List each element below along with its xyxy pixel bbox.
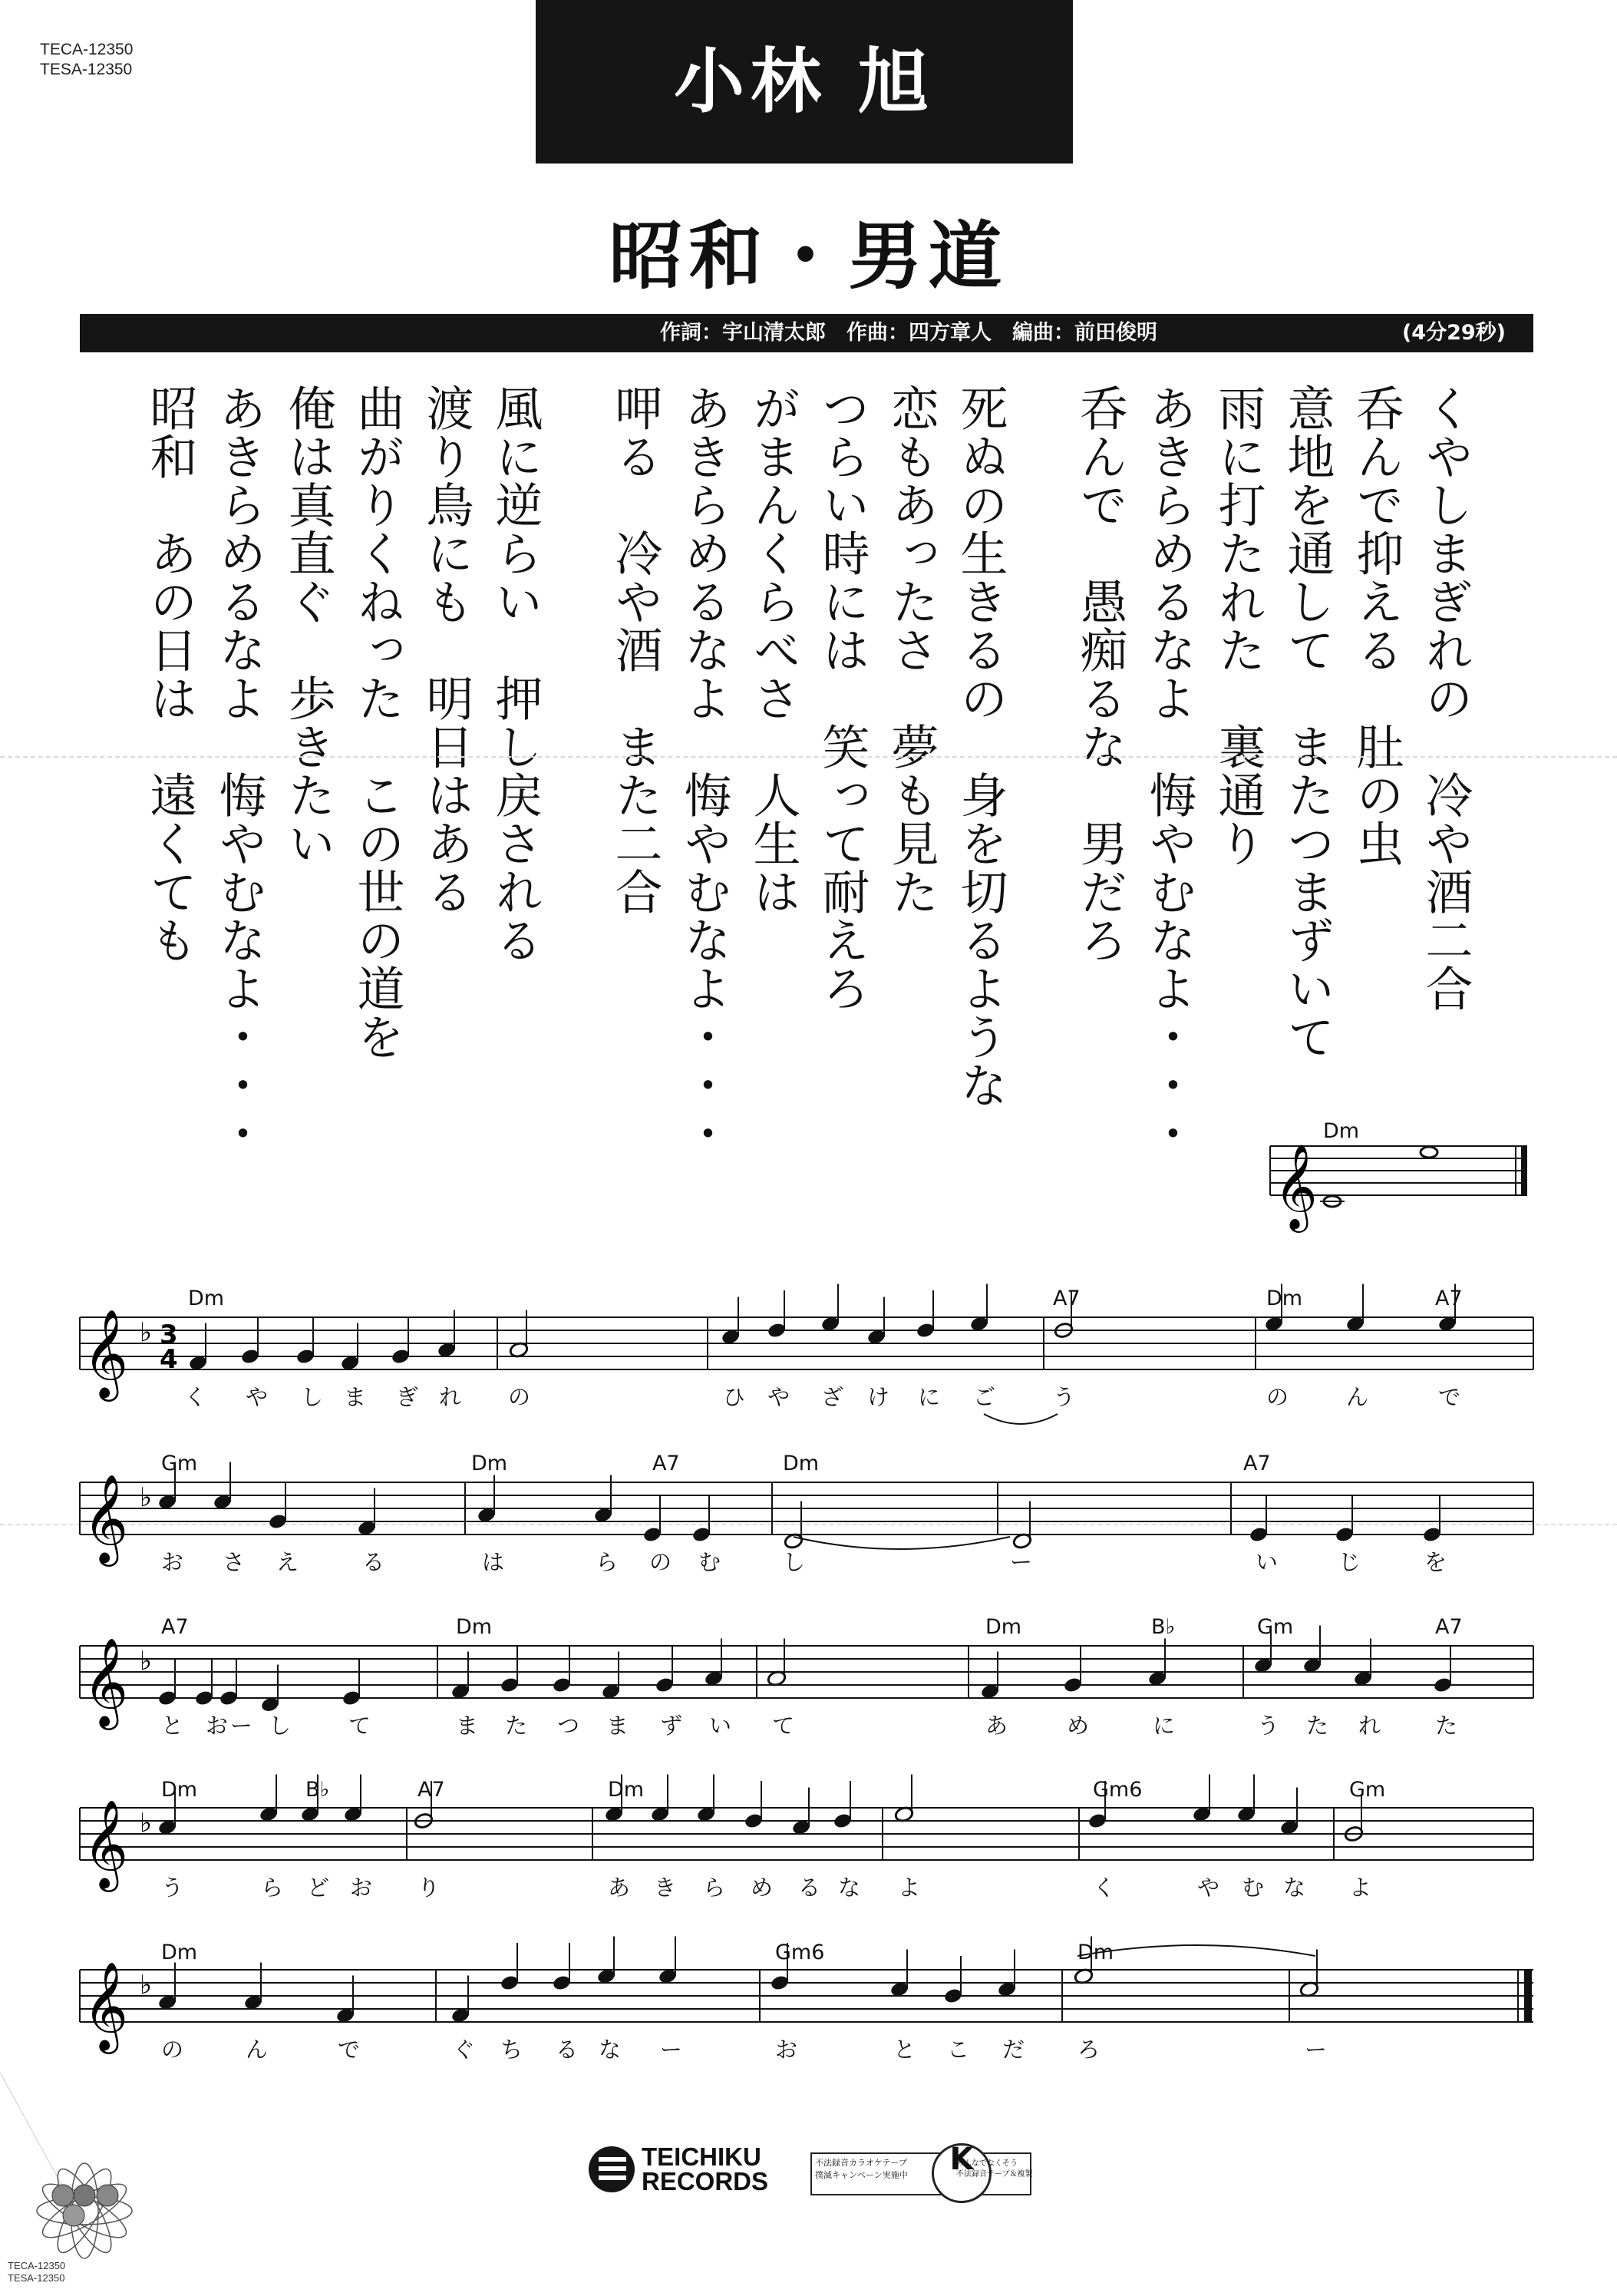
lyric-line: 呑んで 愚痴るな 男だろ (1072, 384, 1128, 964)
treble-clef-icon: 𝄞 (83, 1799, 129, 1888)
score-lyric: き (654, 1875, 677, 1901)
time-signature-bottom: 4 (160, 1344, 178, 1375)
score-lyric: ぎ (396, 1384, 419, 1410)
chord-symbol: A7 (1053, 1287, 1081, 1310)
credits: 作詞：宇山清太郎 作曲：四方章人 編曲：前田俊明 (660, 321, 1157, 345)
catalog-number-1: TECA-12350 (40, 41, 134, 58)
score-lyric: て (348, 1713, 371, 1739)
chord-symbol: A7 (1243, 1452, 1271, 1475)
lyric-line: あきらめるなよ 悔やむなよ・・・ (211, 384, 267, 1158)
score-lyric: ぐ (453, 2037, 476, 2063)
score-lyric: や (767, 1384, 790, 1410)
score-lyric: で (338, 2037, 361, 2063)
chord-symbol: B♭ (1151, 1615, 1176, 1639)
score-lyric: お (206, 1713, 229, 1739)
score-lyric: の (1266, 1384, 1289, 1410)
score-lyric: ろ (1077, 2037, 1101, 2063)
score-lyric: じ (1338, 1549, 1361, 1575)
score-lyric: た (1435, 1713, 1458, 1739)
footer-catalog-number-1: TECA-12350 (8, 2260, 66, 2271)
catalog-number-2: TESA-12350 (40, 61, 133, 78)
score-lyric: う (1053, 1384, 1076, 1410)
score-lyric: な (838, 1875, 861, 1901)
flat-icon: ♭ (140, 1646, 153, 1677)
score-lyric: む (698, 1549, 721, 1575)
time-signature-top: 3 (160, 1320, 178, 1350)
chord-symbol: A7 (652, 1452, 680, 1475)
key-chord: Dm (1323, 1119, 1360, 1143)
lyric-line: 昭和 あの日は 遠くても (142, 384, 198, 964)
chord-symbol: A7 (1435, 1287, 1463, 1310)
staff-system-2 (80, 1452, 1533, 1575)
lyric-line: 俺は真直ぐ 歩きたい (280, 384, 336, 867)
flat-icon: ♭ (140, 1970, 153, 2000)
score-lyric: お (775, 2037, 798, 2063)
treble-clef-icon: 𝄞 (1274, 1143, 1318, 1229)
score-lyric: ん (1346, 1384, 1369, 1410)
score-lyric: け (867, 1384, 890, 1410)
lyric-line: あきらめるなよ 悔やむなよ・・・ (1141, 384, 1197, 1158)
lyric-line: 雨に打たれた 裏通り (1210, 384, 1266, 867)
score-lyric: え (276, 1549, 299, 1575)
chord-symbol: Dm (161, 1778, 198, 1802)
duration: (4分29秒) (1401, 321, 1506, 345)
chord-symbol: Gm (161, 1452, 198, 1475)
score-lyric: る (556, 2037, 579, 2063)
score-lyric: く (1093, 1875, 1116, 1901)
score-lyric: に (918, 1384, 941, 1410)
score-lyric: ー (660, 2037, 683, 2063)
campaign-right-text: みんなでなくそう 不法録音テープ＆複製 (956, 2159, 1033, 2179)
score-lyric: ー (1305, 2037, 1328, 2063)
lyric-line: あきらめるなよ 悔やむなよ・・・ (676, 384, 732, 1158)
score-lyric: し (783, 1549, 806, 1575)
lyric-line: 渡り鳥にも 明日はある (418, 384, 474, 916)
score-lyric: う (1257, 1713, 1280, 1739)
score-lyric: や (1197, 1875, 1220, 1901)
score-lyric: ー (1010, 1549, 1033, 1575)
score-lyric: て (772, 1713, 795, 1739)
score-lyric: さ (223, 1549, 246, 1575)
chord-symbol: Gm6 (775, 1941, 825, 1964)
flat-icon: ♭ (140, 1482, 153, 1513)
score-lyric: い (1256, 1549, 1279, 1575)
score-lyric: ず (660, 1713, 683, 1739)
score-lyric: ま (606, 1713, 629, 1739)
footer-catalog-number-2: TESA-12350 (8, 2272, 65, 2284)
lyric-line: 呑んで抑える 肚の虫 (1348, 384, 1404, 867)
label-line-1: TEICHIKU (642, 2142, 761, 2171)
score-lyric: め (1067, 1713, 1090, 1739)
chord-symbol: Dm (456, 1615, 493, 1639)
score-lyric: に (1153, 1713, 1176, 1739)
score-lyric: よ (1349, 1875, 1372, 1901)
score-lyric: ひ (723, 1384, 746, 1410)
score-lyric: ざ (821, 1384, 844, 1410)
chord-symbol: A7 (1435, 1615, 1463, 1639)
score-lyric: ら (261, 1875, 284, 1901)
chord-symbol: Dm (1266, 1287, 1303, 1310)
staff-system-3 (80, 1615, 1533, 1739)
score-lyric: ー (230, 1713, 253, 1739)
score-lyric: は (482, 1549, 505, 1575)
lyric-line: がまんくらべさ 人生は (745, 384, 801, 916)
score-lyric: の (161, 2037, 184, 2063)
score-lyric: れ (439, 1384, 462, 1410)
treble-clef-icon: 𝄞 (83, 1308, 129, 1398)
chord-symbol: Dm (188, 1287, 225, 1310)
chord-symbol: B♭ (305, 1778, 330, 1802)
treble-clef-icon: 𝄞 (83, 1473, 129, 1563)
chord-symbol: Dm (471, 1452, 508, 1475)
score-lyric: つ (557, 1713, 580, 1739)
lyric-line: 意地を通して またつまずいて (1279, 384, 1335, 1061)
score-lyric: ら (703, 1875, 726, 1901)
chord-symbol: Gm (1257, 1615, 1294, 1639)
flat-icon: ♭ (140, 1808, 153, 1838)
score-lyric: な (1283, 1875, 1306, 1901)
chord-symbol: A7 (417, 1778, 445, 1802)
score-lyric: で (1438, 1384, 1461, 1410)
song-title: 昭和・男道 (609, 213, 1008, 299)
score-lyric: め (751, 1875, 774, 1901)
chord-symbol: Dm (985, 1615, 1022, 1639)
staff-system-4 (80, 1778, 1533, 1901)
score-lyric: ら (596, 1549, 619, 1575)
score-lyric: た (505, 1713, 528, 1739)
label-line-2: RECORDS (642, 2167, 769, 2195)
treble-clef-icon: 𝄞 (83, 1637, 129, 1726)
staff-system-5 (80, 1941, 1533, 2063)
score-lyric: る (798, 1875, 821, 1901)
score-lyric: れ (1358, 1713, 1381, 1739)
score-lyric: む (1242, 1875, 1265, 1901)
chord-symbol: Dm (161, 1941, 198, 1964)
chord-symbol: A7 (161, 1615, 189, 1639)
lyric-line: 死ぬの生きるの 身を切るような (952, 384, 1008, 1109)
score-lyric: お (161, 1549, 184, 1575)
score-lyric: ご (973, 1384, 996, 1410)
chord-symbol: Dm (783, 1452, 820, 1475)
record-label (585, 2143, 780, 2194)
score-lyric: の (649, 1549, 672, 1575)
score-lyric: い (709, 1713, 732, 1739)
footer-catalog-numbers (8, 2260, 65, 2284)
anti-piracy-campaign (810, 2142, 1033, 2195)
flower-mark-icon (0, 2073, 133, 2259)
score-lyric: う (161, 1875, 184, 1901)
score-lyric: ん (246, 2037, 269, 2063)
chord-symbol: Gm6 (1093, 1778, 1143, 1802)
score-lyric: だ (1002, 2037, 1025, 2063)
lyric-line: 恋もあったさ 夢も見た (883, 384, 939, 916)
score-lyric: と (893, 2037, 916, 2063)
score-lyric: あ (608, 1875, 631, 1901)
score-lyric: を (1424, 1549, 1447, 1575)
lyric-line: 呷る 冷や酒 また二合 (607, 384, 663, 916)
score-lyric: た (1306, 1713, 1329, 1739)
campaign-left-text: 不法録音カラオケテープ 撲滅キャンペーン実施中 (815, 2158, 908, 2180)
chord-symbol: Dm (608, 1778, 645, 1802)
score-lyric: お (350, 1875, 373, 1901)
score-lyric: く (184, 1384, 207, 1410)
flat-icon: ♭ (140, 1317, 153, 1348)
score-lyric: ま (456, 1713, 479, 1739)
score-lyric: の (508, 1384, 531, 1410)
lyric-line: 曲がりくねった この世の道を (349, 384, 405, 1061)
chord-symbol: Dm (1077, 1941, 1114, 1964)
lyric-line: くやしまぎれの 冷や酒二合 (1417, 384, 1473, 1013)
score-lyric: ど (307, 1875, 330, 1901)
lyric-line: つらい時には 笑って耐えろ (814, 384, 870, 1013)
chord-symbol: Gm (1349, 1778, 1386, 1802)
score-lyric: ち (500, 2037, 523, 2063)
score-lyric: る (362, 1549, 385, 1575)
key-note (1421, 1147, 1437, 1158)
score-lyric: あ (985, 1713, 1008, 1739)
key-staff (1270, 1119, 1527, 1233)
score-lyric: な (599, 2037, 622, 2063)
score-lyric: し (301, 1384, 324, 1410)
score-lyric: と (161, 1713, 184, 1739)
k-seal-letter: K (949, 2142, 974, 2177)
treble-clef-icon: 𝄞 (83, 1961, 129, 2050)
score-lyric: し (269, 1713, 292, 1739)
artist-name: 小林 旭 (673, 41, 936, 123)
score-lyric: り (417, 1875, 441, 1901)
score-lyric: や (246, 1384, 269, 1410)
lyric-line: 風に逆らい 押し戻される (487, 384, 543, 964)
score-lyric: よ (898, 1875, 921, 1901)
score-lyric: ま (344, 1384, 367, 1410)
score-lyric: こ (947, 2037, 970, 2063)
